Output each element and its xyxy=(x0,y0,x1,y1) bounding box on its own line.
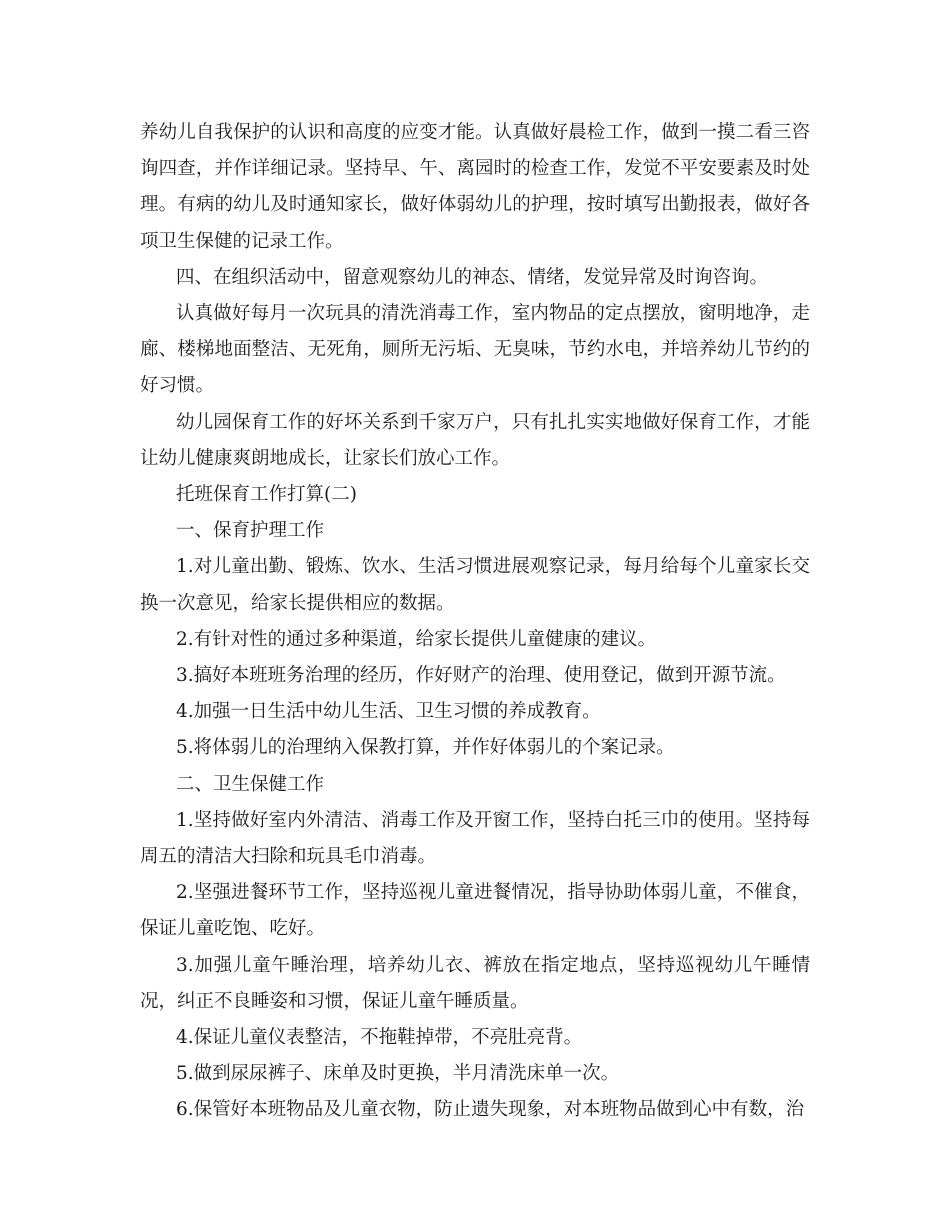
section-heading: 一、保育护理工作 xyxy=(176,520,325,542)
list-item: 5.将体弱儿的治理纳入保教打算，并作好体弱儿的个案记录。 xyxy=(176,737,675,759)
document-body xyxy=(140,115,810,1129)
list-item: 3.搞好本班班务治理的经历，作好财产的治理、使用登记，做到开源节流。 xyxy=(176,665,786,687)
paragraph: 养幼儿自我保护的认识和高度的应变才能。认真做好晨检工作，做到一摸二看三咨询四查，并作详细记录。坚持早、午、离园时的检查工作，发觉不平安要素及时处理。有病的幼儿及时通知家长，做好体弱幼儿的护理，按时填写出勤报表，做好各项卫生保健的记录工作。 xyxy=(140,122,810,252)
list-item: 1.对儿童出勤、锻炼、饮水、生活习惯进展观察记录，每月给每个儿童家长交换一次意见，给家长提供相应的数据。 xyxy=(140,556,810,614)
list-item: 2.坚强进餐环节工作，坚持巡视儿童进餐情况，指导协助体弱儿童，不催食，保证儿童吃饱、吃好。 xyxy=(140,882,810,940)
list-item: 6.保管好本班物品及儿童衣物，防止遗失现象，对本班物品做到心中有数，治 xyxy=(176,1099,805,1121)
paragraph: 幼儿园保育工作的好坏关系到千家万户，只有扎扎实实地做好保育工作，才能让幼儿健康爽朗地成长，让家长们放心工作。 xyxy=(140,411,810,469)
paragraph: 认真做好每月一次玩具的清洗消毒工作，室内物品的定点摆放，窗明地净，走廊、楼梯地面整洁、无死角，厕所无污垢、无臭味，节约水电，并培养幼儿节约的好习惯。 xyxy=(140,303,810,397)
list-item: 1.坚持做好室内外清洁、消毒工作及开窗工作，坚持白托三巾的使用。坚持每周五的清洁大扫除和玩具毛巾消毒。 xyxy=(140,809,810,868)
list-item: 4.加强一日生活中幼儿生活、卫生习惯的养成教育。 xyxy=(176,701,601,723)
section-title: 托班保育工作打算(二) xyxy=(176,484,357,506)
list-item: 5.做到尿尿裤子、床单及时更换，半月清洗床单一次。 xyxy=(176,1063,620,1085)
paragraph: 四、在组织活动中，留意观察幼儿的神态、情绪，发觉异常及时询咨询。 xyxy=(176,266,769,288)
list-item: 3.加强儿童午睡治理，培养幼儿衣、裤放在指定地点，坚持巡视幼儿午睡情况，纠正不良睡姿和习惯，保证儿童午睡质量。 xyxy=(140,954,810,1012)
section-heading: 二、卫生保健工作 xyxy=(176,773,325,795)
list-item: 4.保证儿童仪表整洁，不拖鞋掉带，不亮肚亮背。 xyxy=(176,1027,583,1049)
list-item: 2.有针对性的通过多种渠道，给家长提供儿童健康的建议。 xyxy=(176,628,657,650)
